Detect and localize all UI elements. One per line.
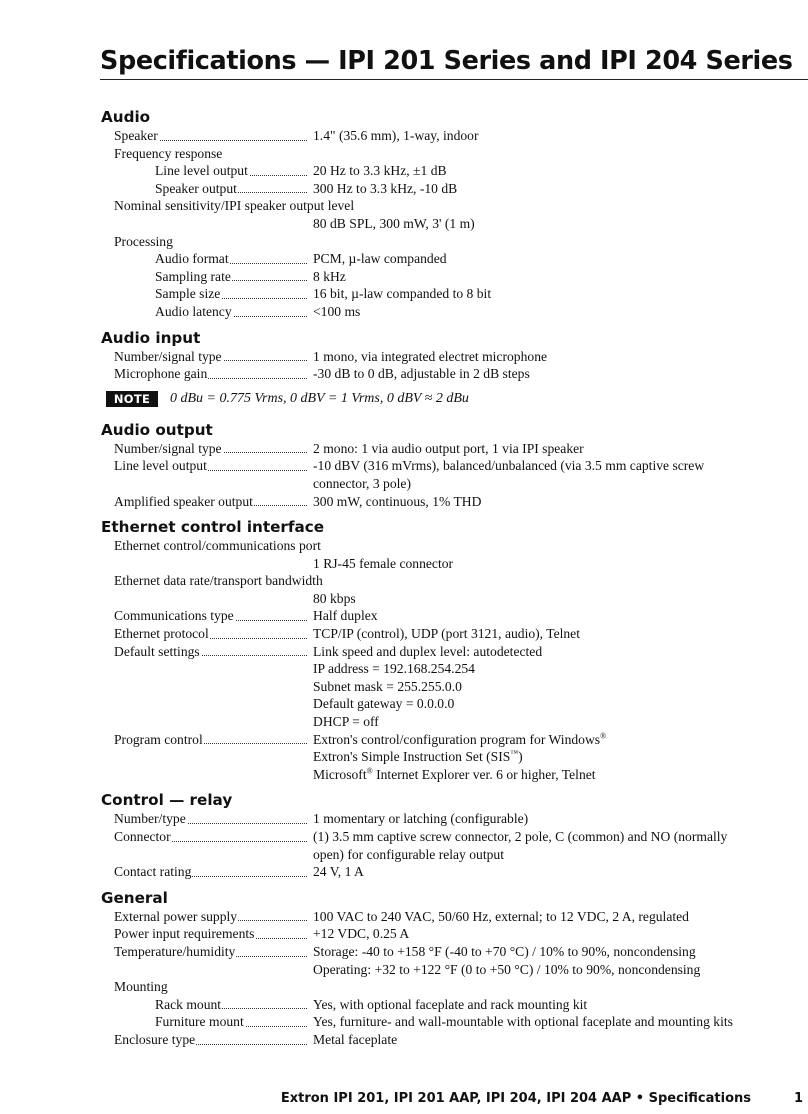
spec-row-output-line-level [0,457,808,492]
spec-value: 100 VAC to 240 VAC, 50/60 Hz, external; to 12 VDC, 2 A, regulated [313,908,689,924]
spec-row-program-control [0,731,808,784]
spec-label: Communications type [114,608,234,624]
spec-row-communications-type [0,607,808,625]
spec-value: 1 momentary or latching (configurable) [313,811,529,827]
page-title: Specifications — IPI 201 Series and IPI 204 Series [100,46,793,76]
section-title: Control — relay [101,791,233,810]
spec-value: Extron's control/configuration program for Windows® [313,731,607,747]
section-title: Audio input [101,328,201,347]
spec-row-input-signal-type [0,348,808,366]
section-audio-input [0,325,808,409]
spec-value: Subnet mask = 255.255.0.0 [313,678,462,694]
spec-row-default-settings [0,643,808,731]
spec-value: 1.4" (35.6 mm), 1-way, indoor [313,128,479,143]
spec-row-relay-type [0,810,808,828]
spec-label: Furniture mount [155,1014,244,1030]
spec-label: Speaker [114,128,158,143]
spec-value: Link speed and duplex level: autodetected [313,643,543,659]
spec-value: 2 mono: 1 via audio output port, 1 via IPI speaker [313,440,584,456]
spec-row-amplified-speaker [0,493,808,511]
spec-label: Number/signal type [114,348,222,364]
spec-value: connector, 3 pole) [313,475,411,491]
spec-label: Nominal sensitivity/IPI speaker output level [114,198,355,214]
spec-label: Number/signal type [114,440,222,456]
spec-label: Frequency response [114,145,223,161]
spec-row-microphone-gain [0,365,808,383]
title-rule [100,79,808,80]
spec-label: Ethernet protocol [114,626,209,642]
spec-value: 16 bit, µ-law companded to 8 bit [313,286,492,302]
spec-value: -30 dB to 0 dB, adjustable in 2 dB steps [313,366,530,382]
section-title: Audio [101,108,151,126]
spec-row-power-supply [0,908,808,926]
note-badge: NOTE [106,391,158,407]
spec-label: Enclosure type [114,1031,196,1047]
section-ethernet [0,514,808,783]
spec-value: +12 VDC, 0.25 A [313,926,410,942]
spec-value: 1 mono, via integrated electret microphone [313,348,548,364]
spec-row-sample-size [0,285,808,303]
spec-value: 8 kHz [313,268,346,284]
spec-label: Line level output [155,163,248,179]
note-text: 0 dBu = 0.775 Vrms, 0 dBV = 1 Vrms, 0 dBV ≈ 2 dBu [170,390,469,406]
spec-row-sampling-rate [0,268,808,286]
spec-row-relay-connector [0,828,808,863]
spec-row-nominal-sensitivity [0,197,808,232]
spec-label: Power input requirements [114,926,255,942]
spec-value: Storage: -40 to +158 °F (-40 to +70 °C) / 10% to 90%, noncondensing [313,943,696,959]
spec-row-output-signal-type [0,440,808,458]
spec-row-audio-format [0,250,808,268]
spec-label: Number/type [114,811,186,827]
spec-value: 1 RJ-45 female connector [313,555,454,571]
spec-label: Microphone gain [114,366,208,382]
spec-row-ethernet-port [0,537,808,572]
spec-row-ethernet-protocol [0,625,808,643]
spec-value: <100 ms [313,303,361,319]
spec-value: Half duplex [313,608,378,624]
section-audio [0,104,808,321]
page-number: 1 [793,1091,803,1106]
spec-label: External power supply [114,908,238,924]
spec-label: Sample size [155,286,221,302]
spec-value: -10 dBV (316 mVrms), balanced/unbalanced (via 3.5 mm captive screw [313,458,705,474]
footer-text: Extron IPI 201, IPI 201 AAP, IPI 204, IPI 204 AAP • Specifications [280,1091,751,1106]
spec-value: Yes, furniture- and wall-mountable with optional faceplate and mounting kits [313,1014,733,1030]
spec-value: PCM, µ-law companded [313,251,447,267]
spec-row-contact-rating [0,863,808,881]
spec-label: Mounting [114,979,168,995]
spec-label: Rack mount [155,996,222,1012]
spec-row-temperature [0,943,808,978]
spec-label: Audio format [155,251,229,267]
spec-label: Default settings [114,643,200,659]
spec-value: 20 Hz to 3.3 kHz, ±1 dB [313,163,447,179]
section-title: Audio output [101,420,213,439]
spec-row-data-rate [0,572,808,607]
spec-label: Processing [114,233,173,249]
spec-row-rack-mount [0,996,808,1014]
section-general [0,885,808,1049]
spec-value: Default gateway = 0.0.0.0 [313,696,455,712]
section-control-relay [0,787,808,880]
spec-label: Amplified speaker output [114,493,253,509]
spec-value: 300 mW, continuous, 1% THD [313,493,482,509]
spec-label: Ethernet control/communications port [114,538,321,554]
spec-row-mounting [0,978,808,996]
note-callout [0,389,808,409]
spec-label: Audio latency [155,303,232,319]
spec-value: DHCP = off [313,714,379,730]
spec-row-speaker-output [0,180,808,198]
spec-row-speaker [0,127,808,145]
spec-value: 80 kbps [313,590,356,606]
spec-label: Contact rating [114,864,192,880]
spec-value: 80 dB SPL, 300 mW, 3' (1 m) [313,215,475,231]
spec-row-processing [0,233,808,251]
section-title: General [101,888,168,907]
spec-label: Sampling rate [155,268,231,284]
spec-value: IP address = 192.168.254.254 [313,661,475,677]
spec-label: Speaker output [155,180,237,196]
spec-value: Metal faceplate [313,1031,398,1047]
spec-value: (1) 3.5 mm captive screw connector, 2 pole, C (common) and NO (normally [313,829,728,844]
spec-row-enclosure-type [0,1031,808,1049]
spec-value: Yes, with optional faceplate and rack mounting kit [313,996,588,1012]
spec-value: 300 Hz to 3.3 kHz, -10 dB [313,180,458,196]
spec-value: TCP/IP (control), UDP (port 3121, audio), Telnet [313,626,580,642]
spec-row-power-input [0,925,808,943]
spec-row-furniture-mount [0,1013,808,1031]
spec-label: Line level output [114,458,207,474]
spec-row-frequency-response [0,145,808,163]
spec-value: Extron's Simple Instruction Set (SIS™) [313,748,523,765]
spec-value: Microsoft® Internet Explorer ver. 6 or higher, Telnet [313,766,596,782]
section-audio-output [0,417,808,510]
spec-row-audio-latency [0,303,808,321]
spec-label: Program control [114,731,203,747]
spec-label: Ethernet data rate/transport bandwidth [114,573,323,589]
section-title: Ethernet control interface [101,518,325,537]
spec-row-line-level-output [0,162,808,180]
spec-value: Operating: +32 to +122 °F (0 to +50 °C) / 10% to 90%, noncondensing [313,961,701,977]
spec-value: open) for configurable relay output [313,846,504,862]
spec-content [0,104,808,1053]
spec-label: Temperature/humidity [114,943,236,959]
spec-label: Connector [114,829,171,844]
spec-value: 24 V, 1 A [313,864,364,880]
